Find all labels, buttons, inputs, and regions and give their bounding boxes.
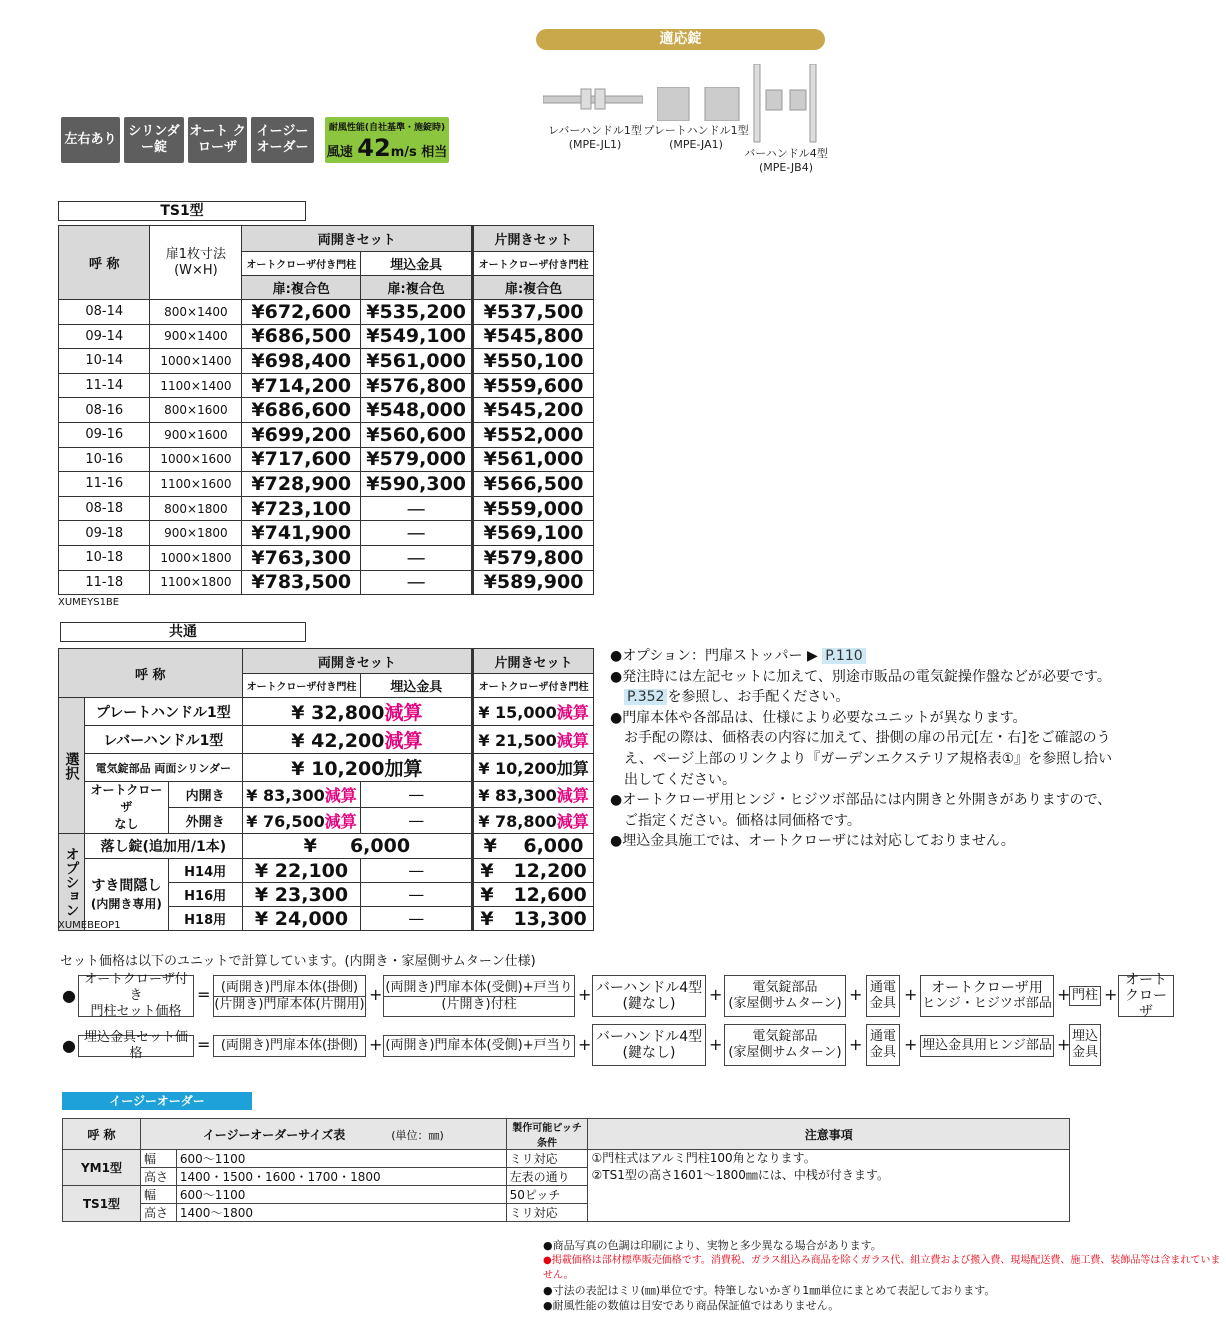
wind-title: 耐風性能(自社基準・施錠時) [328, 123, 446, 133]
row-double-auto: ¥699,200 [242, 422, 361, 447]
easy-ym1-height-key: 高さ [140, 1168, 176, 1186]
ts1-header-auto-post: オートクローザ付き門柱 [242, 252, 361, 276]
ts1-header-single: 片開きセット [473, 226, 594, 252]
lock-bar: バーハンドル4型 (MPE-JB4) [744, 147, 828, 174]
plate-handle-image [657, 87, 742, 121]
row-single-auto: ¥561,000 [473, 447, 594, 472]
row-size: 800×1800 [150, 496, 242, 521]
table-row [59, 570, 594, 595]
badge-cylinder-lock: シリンダー錠 [124, 117, 184, 163]
row-size: 800×1600 [150, 398, 242, 423]
table-row [59, 349, 594, 374]
row-double-embed: ¥548,000 [361, 398, 473, 423]
easy-ym1-width: 600〜1100 [176, 1150, 506, 1168]
plus: + [1057, 1035, 1071, 1054]
gap-cover-label: すき間隠し (内開き専用) [84, 859, 168, 931]
badge-auto-closer: オート クローザ [188, 117, 247, 163]
ts1-header-color-3: 扉:複合色 [473, 276, 594, 300]
lever-handle-image [543, 87, 643, 113]
row-single-auto: ¥559,000 [473, 496, 594, 521]
plus: + [709, 1035, 723, 1054]
ts1-header-name: 呼 称 [59, 226, 150, 300]
plate-single: ¥ 15,000減算 [473, 698, 594, 726]
easy-ts1-height: 1400〜1800 [176, 1204, 506, 1222]
row-size: 900×1600 [150, 422, 242, 447]
calc-row2-box2: (両開き)門扉本体(受側)+戸当り [383, 1035, 575, 1057]
ts1-header-auto-post-2: オートクローザ付き門柱 [473, 252, 594, 276]
row-single-auto: ¥589,900 [473, 570, 594, 595]
gap-h14-embed: — [361, 859, 473, 883]
drop-single: ¥ 6,000 [473, 834, 594, 859]
calc-row2-box4: 電気錠部品 (家屋側サムターン) [724, 1024, 846, 1066]
plus: + [849, 1035, 863, 1054]
common-code: XUMEBEOP1 [58, 920, 121, 931]
footer-notes: ●商品写真の色調は印刷により、実物と多少異なる場合があります。 ●掲載価格は部材標準販売価格です。消費税、ガラス組込み商品を除くガラス代、組立費および搬入費、現場配送費、施工費、装飾品等は含まれていません。 ●寸法の表記はミリ(㎜)単位です。特筆しないかぎり1㎜単位にまとめて表記しております。 ●耐風性能の数値は目安であり商品保証値ではありません。 [543, 1239, 1221, 1312]
row-single-auto: ¥566,500 [473, 472, 594, 497]
common-header-auto-post: オートクローザ付き門柱 [242, 674, 361, 698]
row-double-embed: — [361, 570, 473, 595]
row-code: 11-16 [59, 472, 150, 497]
calc-row2-box1: (両開き)門扉本体(掛側) [213, 1035, 366, 1057]
ts1-price-table [58, 225, 594, 595]
row-double-auto: ¥714,200 [242, 373, 361, 398]
row-double-embed: — [361, 521, 473, 546]
row-double-auto: ¥672,600 [242, 300, 361, 325]
common-header-single: 片開きセット [473, 649, 594, 674]
table-row [59, 398, 594, 423]
row-size: 1000×1600 [150, 447, 242, 472]
row-double-embed: ¥561,000 [361, 349, 473, 374]
row-double-auto: ¥686,500 [242, 324, 361, 349]
wind-performance-badge [325, 117, 449, 163]
common-header-embed: 埋込金具 [361, 674, 473, 698]
plus: + [578, 1035, 592, 1054]
easy-ym1-width-key: 幅 [140, 1150, 176, 1168]
row-double-embed: — [361, 496, 473, 521]
row-size: 800×1400 [150, 300, 242, 325]
plus: + [1057, 985, 1071, 1004]
row-single-auto: ¥559,600 [473, 373, 594, 398]
row-single-auto: ¥537,500 [473, 300, 594, 325]
table-row [59, 447, 594, 472]
noauto-out-single: ¥ 78,800減算 [473, 808, 594, 834]
drop-double: ¥ 6,000 [242, 834, 473, 859]
table-row [59, 472, 594, 497]
row-code: 10-14 [59, 349, 150, 374]
row-size: 1100×1400 [150, 373, 242, 398]
drop-bolt-label: 落し錠(追加用/1本) [84, 834, 242, 859]
row-single-auto: ¥545,800 [473, 324, 594, 349]
calc-row2-bullet: ● [62, 1036, 76, 1055]
gap-h16-double: ¥ 23,300 [242, 883, 361, 907]
calc-row1-box7: 門柱 [1069, 986, 1101, 1006]
plus: + [369, 985, 383, 1004]
row-single-auto: ¥545,200 [473, 398, 594, 423]
row-size: 1100×1600 [150, 472, 242, 497]
row-size: 1100×1800 [150, 570, 242, 595]
easy-ts1-name: TS1型 [63, 1186, 141, 1222]
bar-handle-image [752, 64, 822, 144]
common-header-auto-post-2: オートクローザ付き門柱 [473, 674, 594, 698]
row-double-auto: ¥728,900 [242, 472, 361, 497]
select-label: 選択 [59, 698, 85, 834]
gap-h16-single: ¥ 12,600 [473, 883, 594, 907]
easy-order-title: イージーオーダー [62, 1092, 252, 1110]
calc-title: セット価格は以下のユニットで計算しています。(内開き・家屋側サムターン仕様) [60, 954, 536, 969]
easy-header-size: イージーオーダーサイズ表 (単位：㎜) [140, 1119, 506, 1150]
easy-ts1-height-pitch: ミリ対応 [506, 1204, 588, 1222]
table-row [59, 496, 594, 521]
table-row [59, 300, 594, 325]
lock-title: 適応錠 [536, 29, 825, 50]
row-double-auto: ¥741,900 [242, 521, 361, 546]
row-single-auto: ¥579,800 [473, 545, 594, 570]
row-single-auto: ¥552,000 [473, 422, 594, 447]
outward-label: 外開き [168, 808, 242, 834]
noauto-in-single: ¥ 83,300減算 [473, 782, 594, 808]
elec-lock-label: 電気錠部品 両面シリンダー [84, 754, 242, 782]
row-code: 08-14 [59, 300, 150, 325]
link-p352[interactable]: P.352 [624, 689, 667, 705]
gap-h18-embed: — [361, 907, 473, 931]
table-row [59, 545, 594, 570]
noauto-out-embed: — [361, 808, 473, 834]
plus: + [849, 985, 863, 1004]
calc-row1-bullet: ● [62, 986, 76, 1005]
table-row [59, 422, 594, 447]
plate-handle-label: プレートハンドル1型 [84, 698, 242, 726]
row-code: 09-16 [59, 422, 150, 447]
row-size: 1000×1400 [150, 349, 242, 374]
plus: + [578, 985, 592, 1004]
ts1-header-double: 両開きセット [242, 226, 473, 252]
noauto-in-embed: — [361, 782, 473, 808]
calc-row1-label: オートクローザ付き 門柱セット価格 [78, 975, 194, 1017]
plus: + [1104, 985, 1118, 1004]
link-p110[interactable]: P.110 [822, 648, 865, 664]
easy-ts1-width: 600〜1100 [176, 1186, 506, 1204]
gap-h16-embed: — [361, 883, 473, 907]
calc-row2-box3: バーハンドル4型 (鍵なし) [592, 1024, 706, 1066]
easy-order-table [62, 1118, 1070, 1222]
row-size: 1000×1800 [150, 545, 242, 570]
gap-h14-single: ¥ 12,200 [473, 859, 594, 883]
calc-eq: = [197, 985, 211, 1004]
plus: + [709, 985, 723, 1004]
gap-h18-single: ¥ 13,300 [473, 907, 594, 931]
lever-single: ¥ 21,500減算 [473, 726, 594, 754]
lever-handle-label: レバーハンドル1型 [84, 726, 242, 754]
easy-ts1-width-pitch: 50ピッチ [506, 1186, 588, 1204]
common-header-name: 呼 称 [59, 649, 243, 698]
gap-h14-double: ¥ 22,100 [242, 859, 361, 883]
easy-ym1-width-pitch: ミリ対応 [506, 1150, 588, 1168]
ts1-header-embed: 埋込金具 [361, 252, 473, 276]
calc-row1-box1: (両開き)門扉本体(掛側) (片開き)門扉本体(片開用) [213, 975, 366, 1017]
row-double-embed: ¥576,800 [361, 373, 473, 398]
row-single-auto: ¥569,100 [473, 521, 594, 546]
noauto-out-double: ¥ 76,500減算 [242, 808, 361, 834]
plus: + [904, 1035, 918, 1054]
row-double-auto: ¥783,500 [242, 570, 361, 595]
row-code: 10-18 [59, 545, 150, 570]
easy-ts1-height-key: 高さ [140, 1204, 176, 1222]
calc-row1-box4: 電気錠部品 (家屋側サムターン) [724, 975, 846, 1017]
easy-notes: ①門柱式はアルミ門柱100角となります。 ②TS1型の高さ1601〜1800㎜には、中桟が付きます。 [588, 1150, 1070, 1222]
calc-row1-box2: (両開き)門扉本体(受側)+戸当り (片開き)付柱 [383, 975, 575, 1017]
row-double-auto: ¥686,600 [242, 398, 361, 423]
easy-ym1-name: YM1型 [63, 1150, 141, 1186]
easy-header-note: 注意事項 [588, 1119, 1070, 1150]
calc-row2-box6: 埋込金具用ヒンジ部品 [920, 1035, 1054, 1057]
lock-lever: レバーハンドル1型 (MPE-JL1) [548, 124, 642, 151]
table-row [59, 324, 594, 349]
elec-double: ¥ 10,200加算 [242, 754, 473, 782]
calc-row1-box5: 通電 金具 [866, 975, 900, 1017]
plate-double: ¥ 32,800減算 [242, 698, 473, 726]
gap-h18-label: H18用 [168, 907, 242, 931]
lock-plate: プレートハンドル1型 (MPE-JA1) [643, 124, 749, 151]
row-double-embed: — [361, 545, 473, 570]
table-row [59, 521, 594, 546]
row-double-embed: ¥549,100 [361, 324, 473, 349]
elec-single: ¥ 10,200加算 [473, 754, 594, 782]
common-price-table [58, 648, 594, 931]
wind-value: 42 [357, 134, 391, 162]
badge-easy-order: イージー オーダー [251, 117, 314, 163]
row-code: 11-18 [59, 570, 150, 595]
plus: + [369, 1035, 383, 1054]
gap-h18-double: ¥ 24,000 [242, 907, 361, 931]
calc-row2-box5: 通電 金具 [866, 1024, 900, 1066]
gap-h16-label: H16用 [168, 883, 242, 907]
row-size: 900×1800 [150, 521, 242, 546]
row-double-auto: ¥717,600 [242, 447, 361, 472]
row-double-embed: ¥535,200 [361, 300, 473, 325]
calc-row2-label: 埋込金具セット価格 [78, 1035, 194, 1057]
ts1-header-size: 扉1枚寸法 (W×H) [150, 226, 242, 300]
inward-label: 内開き [168, 782, 242, 808]
row-single-auto: ¥550,100 [473, 349, 594, 374]
row-double-auto: ¥763,300 [242, 545, 361, 570]
no-auto-closer-label: オートクローザ なし [84, 782, 168, 834]
wind-prefix: 風速 [326, 145, 353, 160]
row-double-auto: ¥723,100 [242, 496, 361, 521]
easy-ym1-height-pitch: 左表の通り [506, 1168, 588, 1186]
row-double-embed: ¥590,300 [361, 472, 473, 497]
row-code: 10-16 [59, 447, 150, 472]
calc-row2-box7: 埋込 金具 [1069, 1024, 1101, 1066]
row-double-embed: ¥560,600 [361, 422, 473, 447]
gap-h14-label: H14用 [168, 859, 242, 883]
table-row [59, 373, 594, 398]
easy-header-pitch: 製作可能ピッチ条件 [506, 1119, 588, 1150]
badge-left-right: 左右あり [61, 117, 120, 163]
row-double-auto: ¥698,400 [242, 349, 361, 374]
ts1-header-color-1: 扉:複合色 [242, 276, 361, 300]
row-code: 08-18 [59, 496, 150, 521]
common-title: 共通 [60, 622, 306, 642]
easy-header-name: 呼 称 [63, 1119, 141, 1150]
option-label: オプション [59, 834, 85, 931]
row-code: 11-14 [59, 373, 150, 398]
calc-row1-box3: バーハンドル4型 (鍵なし) [592, 975, 706, 1017]
wind-unit: m/s 相当 [390, 145, 448, 160]
row-code: 09-18 [59, 521, 150, 546]
ts1-code: XUMEYS1BE [58, 597, 120, 608]
easy-ym1-height: 1400・1500・1600・1700・1800 [176, 1168, 506, 1186]
row-double-embed: ¥579,000 [361, 447, 473, 472]
calc-row1-box6: オートクローザ用 ヒンジ・ヒジツボ部品 [920, 975, 1054, 1017]
plus: + [904, 985, 918, 1004]
easy-ts1-width-key: 幅 [140, 1186, 176, 1204]
lever-double: ¥ 42,200減算 [242, 726, 473, 754]
row-size: 900×1400 [150, 324, 242, 349]
notes: ●オプション：門扉ストッパー ▶ P.110 ●発注時には左記セットに加えて、別途市販品の電気錠操作盤などが必要です。 P.352 を参照し、お手配ください。 ●門扉本体や各部品は、仕様により必要なユニットが異なります。 お手配の際は、価格表の内容に加えて、掛側の扉の吊元[左・右]をご確認のう え、ページ上部のリンクより『ガーデンエクステリア規格表①』を参照し拾い 出してください。 ●オートクローザ用ヒンジ・ヒジツボ部品には内開きと外開きがありますので、 ご指定ください。価格は同価格です。 ●埋込金具施工では、オートクローザには対応しておりません。 [610, 648, 1113, 850]
ts1-title: TS1型 [58, 201, 306, 221]
noauto-in-double: ¥ 83,300減算 [242, 782, 361, 808]
calc-eq: = [197, 1035, 211, 1054]
row-code: 09-14 [59, 324, 150, 349]
common-header-double: 両開きセット [242, 649, 473, 674]
row-code: 08-16 [59, 398, 150, 423]
calc-row1-box8: オート クローザ [1118, 975, 1174, 1017]
ts1-header-color-2: 扉:複合色 [361, 276, 473, 300]
